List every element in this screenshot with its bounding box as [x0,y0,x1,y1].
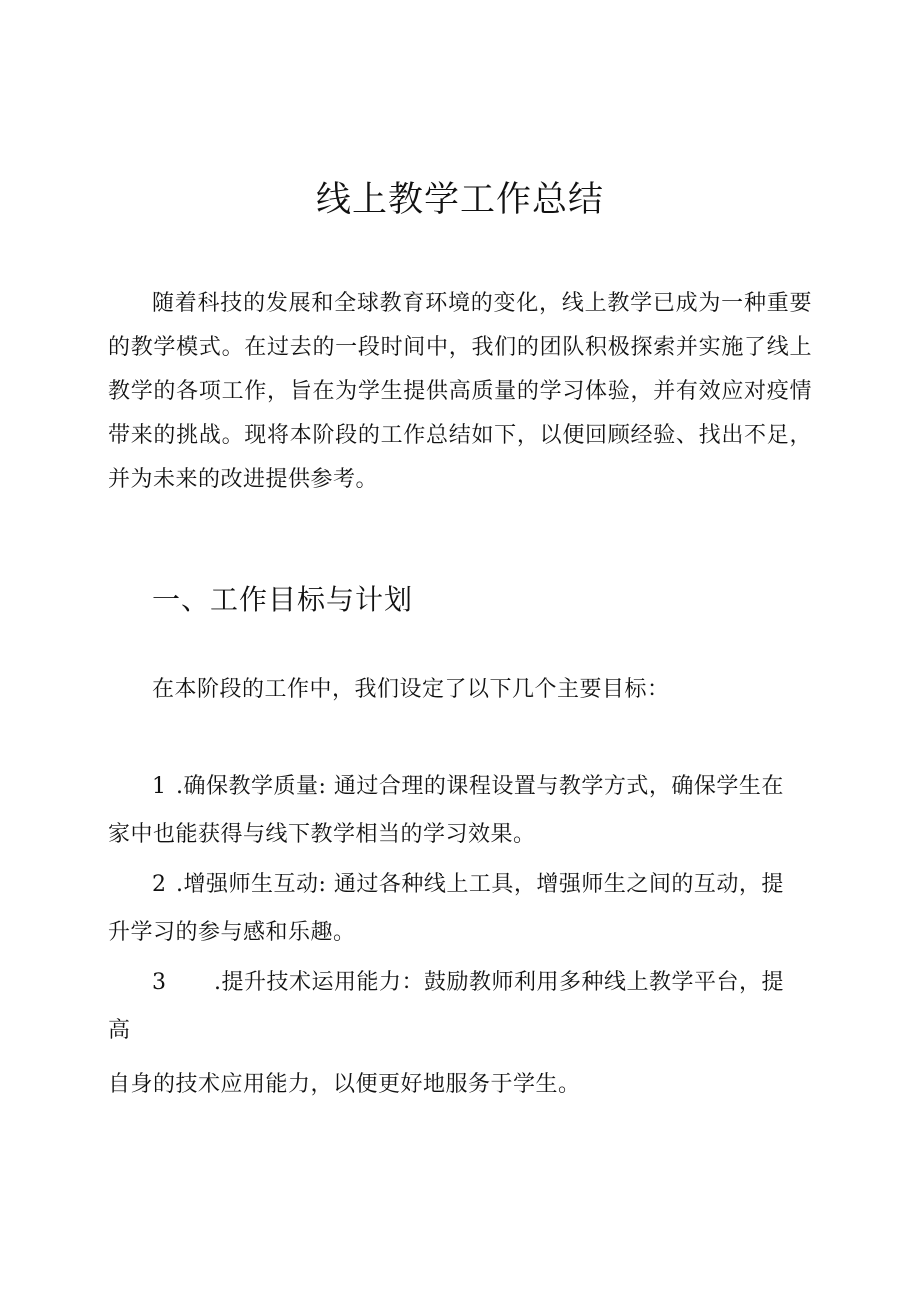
list-item-1-line-1 [152,765,784,809]
list-item-2-number: 2 [152,872,167,897]
section-lead-text: 在本阶段的工作中，我们设定了以下几个主要目标： [152,677,670,702]
list-item-2-text: .增强师生互动: 通过各种线上工具，增强师生之间的互动，提 [176,872,784,897]
list-item-3-line-1 [152,961,784,1005]
list-item-3-line-2: 高 [108,1018,131,1043]
list-item-2-line-1 [152,863,784,907]
document-title: 线上教学工作总结 [315,180,604,220]
list-item-3-line-3: 自身的技术应用能力，以便更好地服务于学生。 [108,1072,581,1097]
section-heading: 一、工作目标与计划 [152,583,414,616]
list-item-1-line-2: 家中也能获得与线下教学相当的学习效果。 [108,822,536,847]
list-item-2-line-2: 升学习的参与感和乐趣。 [108,920,356,945]
list-item-3-number: 3 [152,970,167,995]
list-item-1-text: .确保教学质量: 通过合理的课程设置与教学方式，确保学生在 [176,774,784,799]
list-item-3-text: .提升技术运用能力：鼓励教师利用多种线上教学平台，提 [214,970,784,995]
list-item-1-number: 1 [152,774,167,799]
intro-paragraph: 随着科技的发展和全球教育环境的变化，线上教学已成为一种重要的教学模式。在过去的一段时间中，我们的团队积极探索并实施了线上教学的各项工作，旨在为学生提供高质量的学习体验，并有效应对疫情带来的挑战。现将本阶段的工作总结如下，以便回顾经验、找出不足，并为未来的改进提供参考。 [108,291,812,492]
